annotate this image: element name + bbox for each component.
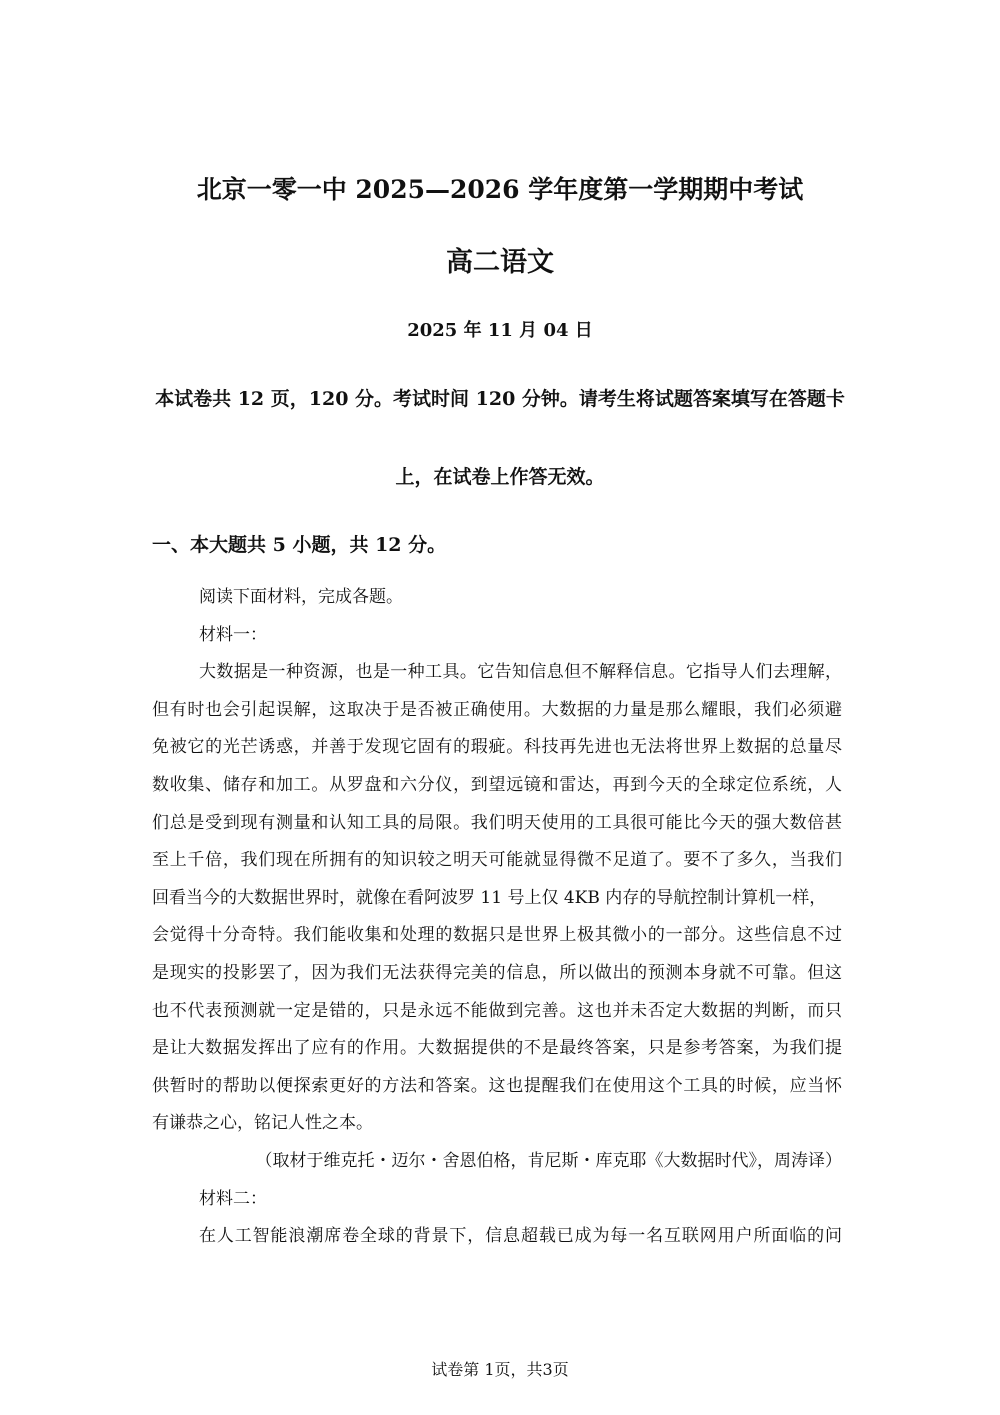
material1-line: 大数据是一种资源，也是一种工具。它告知信息但不解释信息。它指导人们去理解， (199, 662, 842, 683)
material1-line: 回看当今的大数据世界时，就像在看阿波罗 11 号上仅 4KB 内存的导航控制计算机一样， (152, 887, 827, 908)
material1-source: （取材于维克托・迈尔・舍恩伯格，肯尼斯・库克耶《大数据时代》，周涛译） (255, 1150, 842, 1171)
material1-line: 数收集、储存和加工。从罗盘和六分仪，到望远镜和雷达，再到今天的全球定位系统，人 (152, 774, 842, 795)
material1-line: 会觉得十分奇特。我们能收集和处理的数据只是世界上极其微小的一部分。这些信息不过 (152, 925, 842, 946)
material1-line: 有谦恭之心，铭记人性之本。 (152, 1113, 373, 1134)
material1-line: 们总是受到现有测量和认知工具的局限。我们明天使用的工具很可能比今天的强大数倍甚 (152, 812, 842, 833)
material1-line: 至上千倍，我们现在所拥有的知识较之明天可能就显得微不足道了。要不了多久，当我们 (152, 850, 842, 871)
subject-title: 高二语文 (446, 247, 554, 278)
material1-line: 是现实的投影罢了，因为我们无法获得完美的信息，所以做出的预测本身就不可靠。但这 (152, 962, 842, 983)
reading-passage (152, 579, 842, 1256)
material2-label: 材料二： (199, 1188, 267, 1209)
exam-title: 北京一零一中 2025—2026 学年度第一学期期中考试 (196, 175, 804, 204)
section-heading: 一、本大题共 5 小题，共 12 分。 (152, 534, 447, 556)
material1-line: 是让大数据发挥出了应有的作用。大数据提供的不是最终答案，只是参考答案，为我们提 (152, 1038, 842, 1059)
material1-label: 材料一： (199, 624, 267, 645)
instruction-text: 阅读下面材料，完成各题。 (199, 587, 403, 607)
notice-line-1: 本试卷共 12 页，120 分。考试时间 120 分钟。请考生将试题答案填写在答题卡 (155, 388, 845, 410)
material1-line: 也不代表预测就一定是错的，只是永远不能做到完善。这也并未否定大数据的判断，而只 (152, 1000, 842, 1021)
material1-line: 但有时也会引起误解，这取决于是否被正确使用。大数据的力量是那么耀眼，我们必须避 (152, 699, 842, 720)
exam-date: 2025 年 11 月 04 日 (407, 320, 593, 341)
page-footer: 试卷第 1页，共3页 (431, 1360, 569, 1379)
notice-line-2: 上，在试卷上作答无效。 (395, 466, 605, 488)
material2-line: 在人工智能浪潮席卷全球的背景下，信息超载已成为每一名互联网用户所面临的问 (199, 1226, 842, 1247)
material1-line: 免被它的光芒诱惑，并善于发现它固有的瑕疵。科技再先进也无法将世界上数据的总量尽 (152, 737, 842, 758)
material1-line: 供暂时的帮助以便探索更好的方法和答案。这也提醒我们在使用这个工具的时候，应当怀 (152, 1075, 842, 1096)
